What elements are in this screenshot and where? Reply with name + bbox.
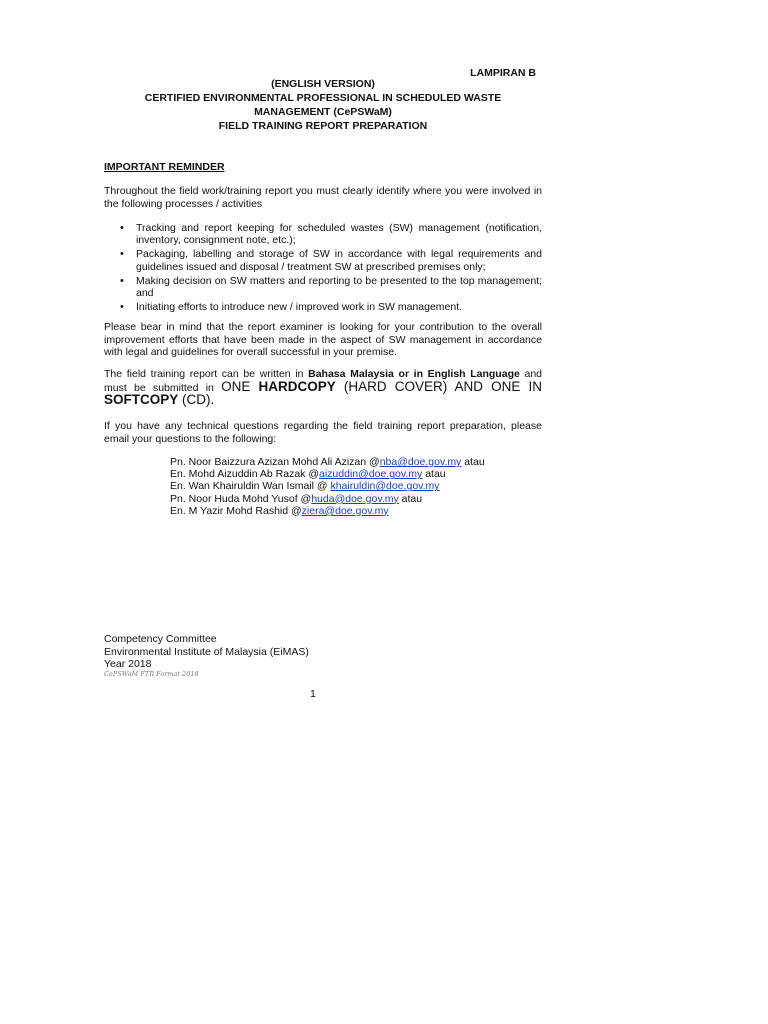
bullet-icon: • <box>120 222 124 234</box>
list-item-text: Making decision on SW matters and reporting to be presented to the top management; and <box>136 274 542 300</box>
contact-row <box>170 493 485 505</box>
footer-year: Year 2018 <box>104 658 152 670</box>
contact-row <box>170 505 485 517</box>
email-link[interactable]: khairuldin@doe.gov.my <box>330 480 440 493</box>
hardcover-text: (HARD COVER) AND ONE IN <box>335 378 542 394</box>
questions-paragraph: If you have any technical questions regarding the field training report preparation, please email your questions to the following: <box>104 420 542 445</box>
contact-row <box>170 468 485 480</box>
list-item <box>104 301 542 313</box>
footer-signature <box>104 633 309 671</box>
contact-name: En. Wan Khairuldin Wan Ismail @ <box>170 480 331 493</box>
language-text: The field training report can be written in <box>104 368 309 380</box>
email-link[interactable]: nba@doe.gov.my <box>379 456 462 468</box>
language-paragraph <box>104 368 542 408</box>
page-number: 1 <box>310 688 316 700</box>
email-link[interactable]: huda@doe.gov.my <box>311 492 399 505</box>
list-item-text: Tracking and report keeping for scheduled wastes (SW) management (notification, inventory, consignment note, etc.); <box>136 222 542 247</box>
contact-name: En. M Yazir Mohd Rashid @ <box>170 504 302 517</box>
contact-name: Pn. Noor Huda Mohd Yusof @ <box>170 492 312 505</box>
title-line: FIELD TRAINING REPORT PREPARATION <box>218 120 428 132</box>
list-item <box>104 222 542 246</box>
title-line: (ENGLISH VERSION) <box>271 78 375 90</box>
language-text: and must be submitted in <box>104 368 542 394</box>
document-title <box>104 77 542 133</box>
list-item <box>104 248 542 272</box>
email-link[interactable]: aizuddin@doe.gov.my <box>319 468 423 481</box>
institute-name: Environmental Institute of Malaysia (EiMAS) <box>104 645 309 658</box>
contact-suffix: atau <box>461 456 485 468</box>
language-bold: Bahasa Malaysia or in English Language <box>308 368 520 380</box>
list-item-text: Packaging, labelling and storage of SW in accordance with legal requirements and guidelines issued and disposal / treatment SW at prescribed premises only; <box>136 248 542 273</box>
intro-paragraph: Throughout the field work/training report you must clearly identify where you were involved in the following processes / activities <box>104 185 542 210</box>
contact-row <box>170 456 485 468</box>
format-note: CePSWaM FTR Format 2018 <box>104 670 199 678</box>
title-line: CERTIFIED ENVIRONMENTAL PROFESSIONAL IN SCHEDULED WASTE <box>144 92 502 104</box>
list-item-text: Initiating efforts to introduce new / improved work in SW management. <box>136 301 463 314</box>
bullet-icon: • <box>120 274 124 287</box>
contact-suffix: atau <box>398 492 423 505</box>
reminder-heading: IMPORTANT REMINDER <box>104 161 225 173</box>
activity-list <box>104 222 542 315</box>
list-item <box>104 275 542 299</box>
bullet-icon: • <box>120 301 124 314</box>
contact-name: En. Mohd Aizuddin Ab Razak @ <box>170 468 319 481</box>
softcopy-label: SOFTCOPY <box>104 392 179 407</box>
hardcopy-label: HARDCOPY <box>258 378 336 394</box>
appendix-label: LAMPIRAN B <box>470 67 536 79</box>
title-line: MANAGEMENT (CePSWaM) <box>254 106 392 118</box>
contact-name: Pn. Noor Baizzura Azizan Mohd Ali Azizan @ <box>170 456 380 468</box>
copy-count: ONE <box>221 378 259 394</box>
contact-list <box>170 456 485 517</box>
examiner-paragraph: Please bear in mind that the report examiner is looking for your contribution to the overall improvement efforts that have been made in the aspect of SW management in accordance with legal and guidelines for overall successful in your premise. <box>104 321 542 358</box>
contact-row <box>170 480 485 492</box>
contact-suffix: atau <box>422 468 446 481</box>
bullet-icon: • <box>120 248 124 261</box>
committee-name: Competency Committee <box>104 633 217 645</box>
email-link[interactable]: ziera@doe.gov.my <box>301 504 389 517</box>
cd-text: (CD). <box>178 392 215 407</box>
